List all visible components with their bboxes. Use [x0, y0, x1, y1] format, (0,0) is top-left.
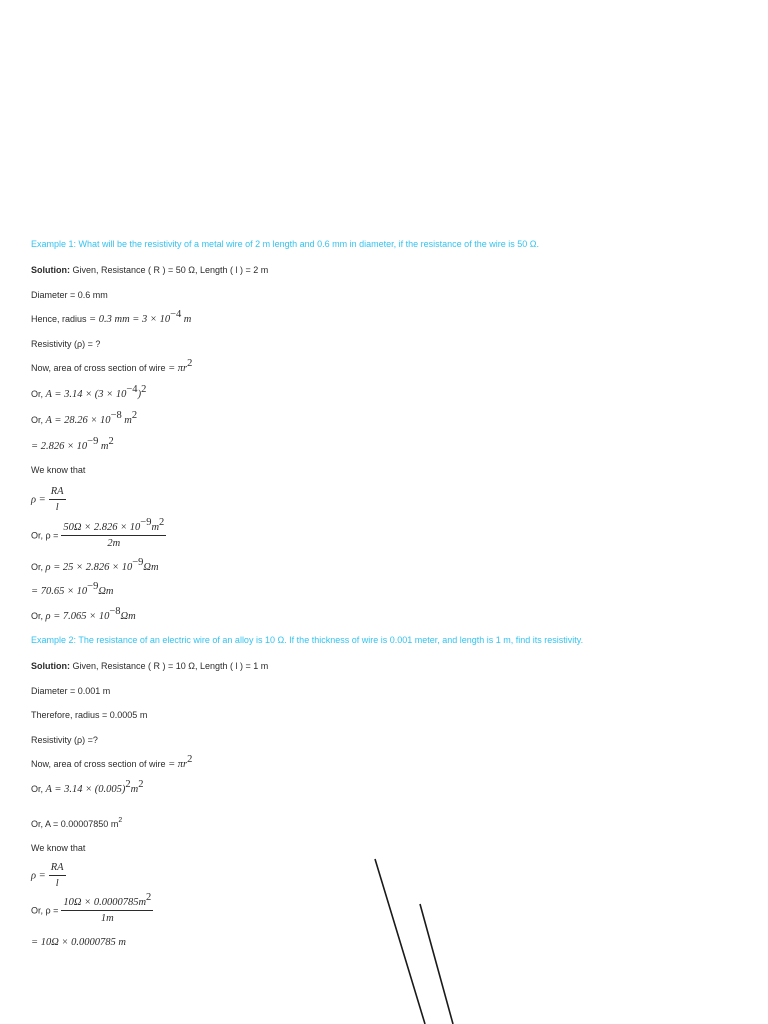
a3-exp: −9 [87, 436, 99, 447]
example-2-radius: Therefore, radius = 0.0005 m [31, 710, 148, 720]
example-1-area-step-2 [31, 410, 138, 427]
rho3-prefix: Or, [31, 562, 44, 572]
rho2-denominator: 1m [100, 913, 114, 924]
rho2-num-exp: 2 [146, 892, 152, 903]
rho2-num-text: 50Ω × 2.826 × 10 [63, 522, 141, 533]
rho2-fraction [61, 892, 153, 925]
rho2-prefix: Or, ρ = [31, 905, 59, 916]
example-1-area-step-3 [31, 436, 114, 453]
radius-exp: −4 [170, 309, 182, 320]
example-1-we-know: We know that [31, 465, 86, 475]
area-prefix: Now, area of cross section of wire [31, 759, 166, 769]
rho2-num-unit: m [151, 522, 160, 533]
example-1-resistivity-question: Resistivity (ρ) = ? [31, 339, 101, 349]
a2-prefix: Or, [31, 415, 44, 425]
rho5-exp: −8 [109, 606, 121, 617]
a1-prefix: Or, [31, 389, 44, 399]
stray-line-right [420, 904, 453, 1024]
example-1-area-step-1 [31, 384, 147, 401]
rho2-numerator [61, 517, 166, 536]
a1-unit-exp: 2 [138, 779, 144, 790]
a2-expr: A = 28.26 × 10 [45, 415, 111, 426]
example-1-rho-formula [31, 486, 66, 514]
rho3-exp: −9 [132, 557, 144, 568]
a2-text: Or, A = 0.00007850 m [31, 819, 119, 829]
a1-prefix: Or, [31, 784, 44, 794]
area-prefix: Now, area of cross section of wire [31, 363, 166, 373]
example-1-question: Example 1: What will be the resistivity of a metal wire of 2 m length and 0.6 mm in diameter, if the resistance of the wire is 50 Ω. [31, 239, 539, 249]
a1-expr: A = 3.14 × (3 × 10 [45, 389, 127, 400]
example-1-diameter: Diameter = 0.6 mm [31, 290, 108, 300]
rho2-num-text: 10Ω × 0.0000785m [63, 897, 147, 908]
example-2-resistivity-question: Resistivity (ρ) =? [31, 735, 98, 745]
a3-expr: = 2.826 × 10 [31, 441, 88, 452]
rho-numerator: RA [49, 486, 66, 500]
rho4-expr: = 70.65 × 10 [31, 586, 88, 597]
radius-expr: = 0.3 mm = 3 × 10 [89, 314, 171, 325]
rho-fraction [49, 486, 66, 514]
area-expr: = πr [168, 363, 188, 374]
solution-label: Solution: [31, 265, 70, 275]
example-1-area-formula [31, 358, 193, 375]
stray-line-left [375, 859, 425, 1024]
rho3-expr: = 10Ω × 0.0000785 m [31, 937, 126, 945]
a1-close: ) [137, 389, 142, 400]
example-2-rho-step-1 [31, 892, 153, 925]
rho4-unit: Ωm [98, 586, 114, 597]
rho2-num-exp: −9 [140, 517, 152, 528]
rho3-expr: ρ = 25 × 2.826 × 10 [45, 562, 133, 573]
example-1-rho-step-2 [31, 557, 159, 574]
a1-outer-exp: 2 [141, 384, 147, 395]
rho2-fraction [61, 517, 166, 550]
example-1-given [31, 264, 268, 276]
given-text: Given, Resistance ( R ) = 10 Ω, Length ( l ) = 1 m [70, 661, 269, 671]
a1-exp: 2 [125, 779, 131, 790]
example-2-given [31, 660, 268, 672]
rho2-numerator [61, 892, 153, 911]
example-2-diameter: Diameter = 0.001 m [31, 686, 111, 696]
rho-denominator: l [55, 502, 59, 513]
area-exp: 2 [187, 754, 193, 765]
rho5-prefix: Or, [31, 611, 44, 621]
rho2-prefix: Or, ρ = [31, 530, 59, 541]
radius-prefix: Hence, radius [31, 314, 87, 324]
a2-unit: m [124, 415, 132, 426]
example-2-area-formula [31, 754, 193, 771]
example-2-area-step-2 [31, 818, 122, 830]
a2-unit-exp: 2 [131, 410, 138, 421]
rho3-unit: Ωm [143, 562, 159, 573]
rho2-denominator: 2m [107, 538, 121, 549]
area-expr: = πr [168, 759, 188, 770]
a2-exp: −8 [110, 410, 122, 421]
a2-exp: 2 [118, 817, 123, 824]
a3-unit-exp: 2 [108, 436, 114, 447]
rho-lhs: ρ = [31, 870, 46, 882]
example-2-question: Example 2: The resistance of an electric wire of an alloy is 10 Ω. If the thickness of wire is 0.001 meter, and length is 1 m, find its resistivity. [31, 635, 584, 645]
rho2-num-unit-exp: 2 [159, 517, 165, 528]
example-2-rho-formula [31, 862, 66, 890]
area-exp: 2 [187, 358, 193, 369]
example-2-we-know: We know that [31, 843, 86, 853]
a3-unit: m [100, 441, 109, 452]
radius-unit: m [183, 314, 192, 325]
a1-unit: m [130, 784, 139, 795]
rho-fraction [49, 862, 66, 890]
rho5-unit: Ωm [120, 611, 136, 622]
example-1-rho-step-1 [31, 517, 166, 550]
rho-numerator: RA [49, 862, 66, 876]
a1-expr: A = 3.14 × (0.005) [45, 784, 126, 795]
rho-denominator: l [55, 878, 59, 889]
rho4-exp: −9 [87, 581, 99, 592]
given-text: Given, Resistance ( R ) = 50 Ω, Length ( l ) = 2 m [70, 265, 269, 275]
example-2-area-step-1 [31, 779, 144, 796]
example-2-rho-step-2 [31, 936, 126, 945]
a1-inner-exp: −4 [126, 384, 138, 395]
rho5-expr: ρ = 7.065 × 10 [45, 611, 110, 622]
rho-lhs: ρ = [31, 494, 46, 506]
solution-label: Solution: [31, 661, 70, 671]
example-1-rho-step-3 [31, 581, 114, 598]
example-1-radius [31, 309, 192, 326]
example-1-rho-result [31, 606, 136, 623]
